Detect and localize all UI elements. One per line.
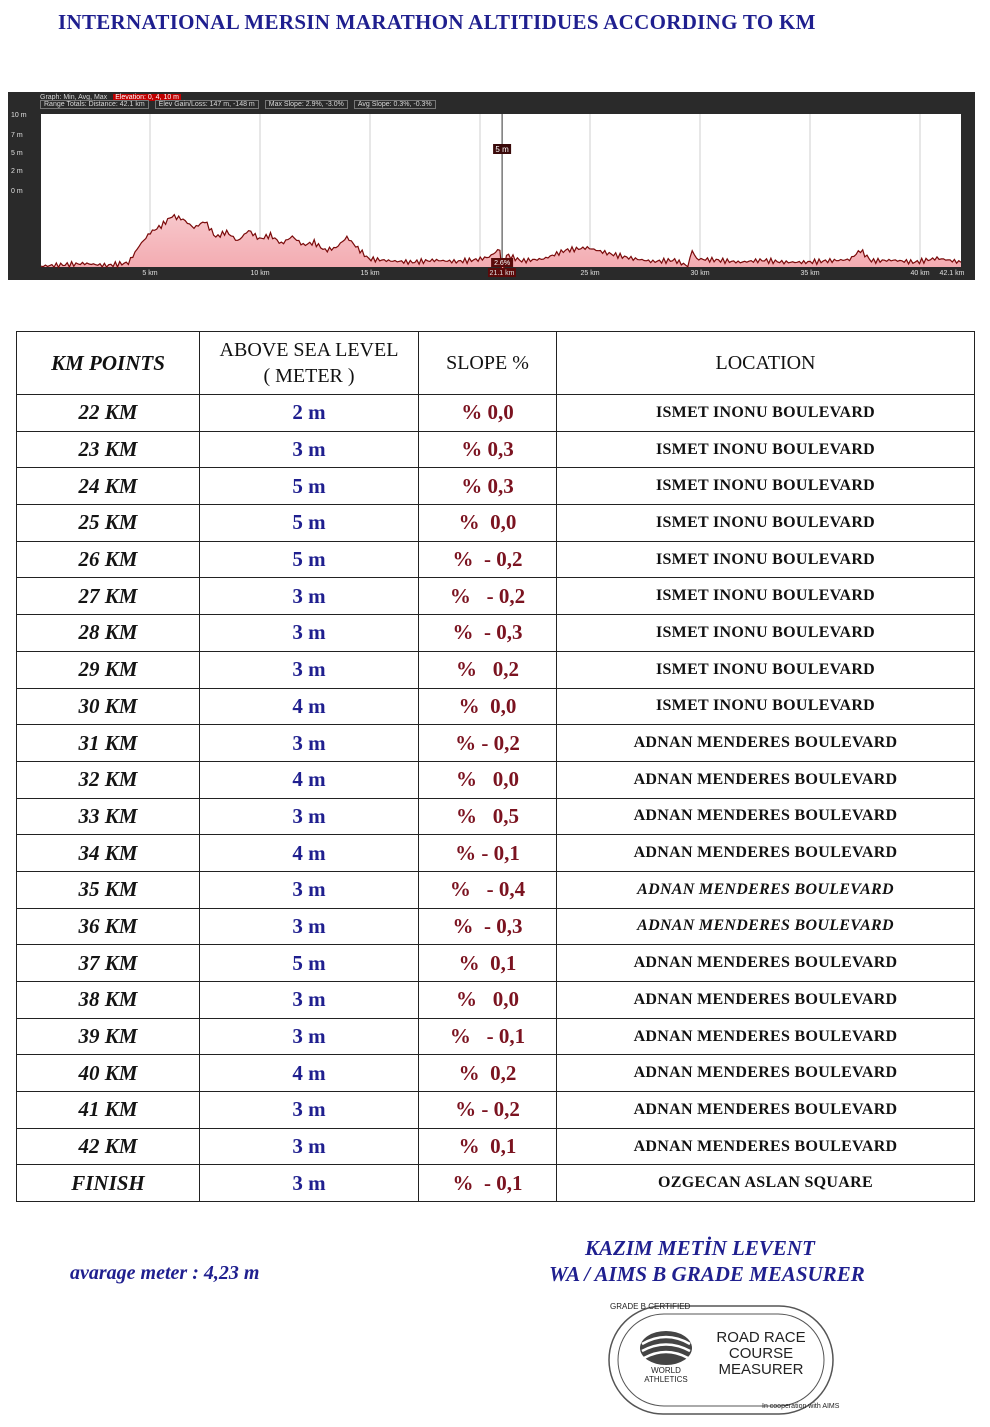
table-row [17, 1128, 975, 1165]
y-tick-label: 10 m [11, 112, 27, 119]
table-row [17, 468, 975, 505]
table-row [17, 871, 975, 908]
altitude-cell: 3 m [200, 1165, 419, 1202]
table-row [17, 431, 975, 468]
location-cell: ADNAN MENDERES BOULEVARD [557, 1055, 975, 1092]
location-cell: ISMET INONU BOULEVARD [557, 431, 975, 468]
info-maxslope: Max Slope: 2.9%, -3.0% [265, 100, 348, 109]
altitude-cell: 3 m [200, 908, 419, 945]
table-row [17, 615, 975, 652]
world-athletics-icon [640, 1331, 692, 1365]
slope-cell: % 0,1 [419, 945, 557, 982]
slope-cell: % 0,1 [419, 1128, 557, 1165]
altitude-cell: 3 m [200, 982, 419, 1019]
altitude-cell: 3 m [200, 431, 419, 468]
header-asl-line1: ABOVE SEA LEVEL [219, 339, 399, 361]
location-cell: ISMET INONU BOULEVARD [557, 468, 975, 505]
info-avgslope: Avg Slope: 0.3%, -0.3% [354, 100, 436, 109]
location-cell: ISMET INONU BOULEVARD [557, 541, 975, 578]
altitude-cell: 2 m [200, 395, 419, 432]
location-cell: ISMET INONU BOULEVARD [557, 615, 975, 652]
location-cell: ISMET INONU BOULEVARD [557, 688, 975, 725]
slope-cell: % - 0,1 [419, 835, 557, 872]
altitude-table [16, 331, 975, 1202]
km-cell: 39 KM [17, 1018, 200, 1055]
altitude-cell: 3 m [200, 651, 419, 688]
altitude-cell: 3 m [200, 615, 419, 652]
table-row [17, 945, 975, 982]
altitude-cell: 5 m [200, 541, 419, 578]
km-cell: 31 KM [17, 725, 200, 762]
table-row [17, 1018, 975, 1055]
slope-cell: % - 0,1 [419, 1165, 557, 1202]
slope-cell: % - 0,4 [419, 871, 557, 908]
slope-cell: % - 0,2 [419, 541, 557, 578]
km-cell: FINISH [17, 1165, 200, 1202]
km-cell: 33 KM [17, 798, 200, 835]
altitude-cell: 5 m [200, 945, 419, 982]
slope-cell: % 0,5 [419, 798, 557, 835]
table-row [17, 1092, 975, 1129]
altitude-cell: 4 m [200, 1055, 419, 1092]
x-tick-label: 35 km [800, 270, 820, 277]
x-tick-label: 40 km [910, 270, 930, 277]
slope-cell: % 0,0 [419, 688, 557, 725]
wa-line1: WORLD [651, 1366, 681, 1375]
x-tick-label: 5 km [142, 270, 158, 277]
wa-line2: ATHLETICS [644, 1375, 688, 1384]
location-cell: ADNAN MENDERES BOULEVARD [557, 982, 975, 1019]
slope-cell: % 0,0 [419, 395, 557, 432]
slope-cell: % - 0,2 [419, 725, 557, 762]
x-tick-label: 10 km [250, 270, 270, 277]
average-altitude: avarage meter : 4,23 m [70, 1262, 260, 1284]
slope-cell: % 0,0 [419, 761, 557, 798]
km-cell: 25 KM [17, 505, 200, 542]
table-row [17, 1055, 975, 1092]
km-cell: 28 KM [17, 615, 200, 652]
altitude-cell: 3 m [200, 798, 419, 835]
km-cell: 38 KM [17, 982, 200, 1019]
table-row [17, 908, 975, 945]
info-gain: Elev Gain/Loss: 147 m, -148 m [155, 100, 259, 109]
location-cell: ADNAN MENDERES BOULEVARD [557, 1128, 975, 1165]
km-cell: 35 KM [17, 871, 200, 908]
altitude-cell: 5 m [200, 468, 419, 505]
altitude-cell: 3 m [200, 1128, 419, 1165]
location-cell: ADNAN MENDERES BOULEVARD [557, 798, 975, 835]
altitude-cell: 4 m [200, 835, 419, 872]
measurer-name: KAZIM METİN LEVENT [585, 1236, 815, 1260]
km-cell: 27 KM [17, 578, 200, 615]
km-cell: 32 KM [17, 761, 200, 798]
altitude-cell: 3 m [200, 1092, 419, 1129]
altitude-cell: 3 m [200, 1018, 419, 1055]
x-tick-label: 30 km [690, 270, 710, 277]
table-row [17, 541, 975, 578]
slope-cell: % - 0,3 [419, 615, 557, 652]
badge-line3: MEASURER [718, 1361, 804, 1378]
slope-cell: % - 0,1 [419, 1018, 557, 1055]
y-tick-label: 0 m [11, 188, 23, 195]
slope-cell: % 0,0 [419, 982, 557, 1019]
cursor-elev-label: 5 m [495, 145, 509, 154]
badge-title [701, 1330, 821, 1378]
km-cell: 30 KM [17, 688, 200, 725]
table-row [17, 725, 975, 762]
km-cell: 23 KM [17, 431, 200, 468]
table-row [17, 651, 975, 688]
badge-line2: COURSE [728, 1345, 794, 1362]
x-tick-label: 25 km [580, 270, 600, 277]
info-range: Range Totals: Distance: 42.1 km [40, 100, 149, 109]
altitude-cell: 3 m [200, 725, 419, 762]
km-cell: 42 KM [17, 1128, 200, 1165]
header-location: LOCATION [557, 332, 975, 395]
header-slope: SLOPE % [419, 332, 557, 395]
location-cell: ADNAN MENDERES BOULEVARD [557, 871, 975, 908]
altitude-cell: 3 m [200, 871, 419, 908]
table-row [17, 1165, 975, 1202]
slope-cell: % 0,2 [419, 1055, 557, 1092]
km-cell: 40 KM [17, 1055, 200, 1092]
location-cell: ADNAN MENDERES BOULEVARD [557, 835, 975, 872]
location-cell: ADNAN MENDERES BOULEVARD [557, 1092, 975, 1129]
table-row [17, 578, 975, 615]
altitude-cell: 5 m [200, 505, 419, 542]
table-row [17, 835, 975, 872]
header-asl-line2: ( METER ) [263, 365, 355, 387]
header-above-sea-level [200, 332, 419, 395]
km-cell: 41 KM [17, 1092, 200, 1129]
page-title: INTERNATIONAL MERSIN MARATHON ALTITIDUES ACCORDING TO KM [58, 10, 816, 34]
km-cell: 36 KM [17, 908, 200, 945]
x-tick-label: 15 km [360, 270, 380, 277]
badge-cooperation-text: In cooperation with AIMS [762, 1403, 840, 1410]
measurer-badge-logo [606, 1300, 838, 1418]
info-graph: Graph: Min, Avg, Max [40, 94, 108, 101]
slope-cell: % - 0,2 [419, 1092, 557, 1129]
x-tick-label: 42.1 km [939, 270, 965, 277]
altitude-cell: 4 m [200, 688, 419, 725]
km-cell: 24 KM [17, 468, 200, 505]
table-row [17, 688, 975, 725]
measurer-role: WA / AIMS B GRADE MEASURER [549, 1262, 865, 1286]
location-cell: OZGECAN ASLAN SQUARE [557, 1165, 975, 1202]
altitude-cell: 4 m [200, 761, 419, 798]
km-cell: 34 KM [17, 835, 200, 872]
table-row [17, 395, 975, 432]
elevation-profile-chart [8, 92, 975, 280]
altitude-cell: 3 m [200, 578, 419, 615]
y-tick-label: 2 m [11, 168, 23, 175]
slope-cell: % 0,3 [419, 468, 557, 505]
table-row [17, 982, 975, 1019]
location-cell: ISMET INONU BOULEVARD [557, 395, 975, 432]
location-cell: ADNAN MENDERES BOULEVARD [557, 1018, 975, 1055]
header-km-points: KM POINTS [17, 332, 200, 395]
table-row [17, 761, 975, 798]
table-row [17, 505, 975, 542]
location-cell: ADNAN MENDERES BOULEVARD [557, 945, 975, 982]
y-tick-label: 7 m [11, 132, 23, 139]
table-row [17, 798, 975, 835]
location-cell: ISMET INONU BOULEVARD [557, 505, 975, 542]
location-cell: ISMET INONU BOULEVARD [557, 651, 975, 688]
badge-line1: ROAD RACE [716, 1329, 806, 1346]
slope-cell: % - 0,3 [419, 908, 557, 945]
km-cell: 22 KM [17, 395, 200, 432]
location-cell: ISMET INONU BOULEVARD [557, 578, 975, 615]
badge-certified-text: GRADE B CERTIFIED [610, 1302, 691, 1311]
elevation-profile-svg [8, 92, 975, 280]
cursor-slope-label: 2.6% [494, 260, 511, 267]
km-cell: 37 KM [17, 945, 200, 982]
world-athletics-label [638, 1366, 694, 1384]
x-tick-label: 21.1 km [489, 270, 515, 277]
slope-cell: % 0,0 [419, 505, 557, 542]
y-tick-label: 5 m [11, 150, 23, 157]
slope-cell: % 0,2 [419, 651, 557, 688]
location-cell: ADNAN MENDERES BOULEVARD [557, 908, 975, 945]
slope-cell: % - 0,2 [419, 578, 557, 615]
table-header-row [17, 332, 975, 395]
km-cell: 29 KM [17, 651, 200, 688]
location-cell: ADNAN MENDERES BOULEVARD [557, 725, 975, 762]
location-cell: ADNAN MENDERES BOULEVARD [557, 761, 975, 798]
slope-cell: % 0,3 [419, 431, 557, 468]
km-cell: 26 KM [17, 541, 200, 578]
info-elevation: Elevation: 0, 4, 10 m [115, 94, 180, 101]
